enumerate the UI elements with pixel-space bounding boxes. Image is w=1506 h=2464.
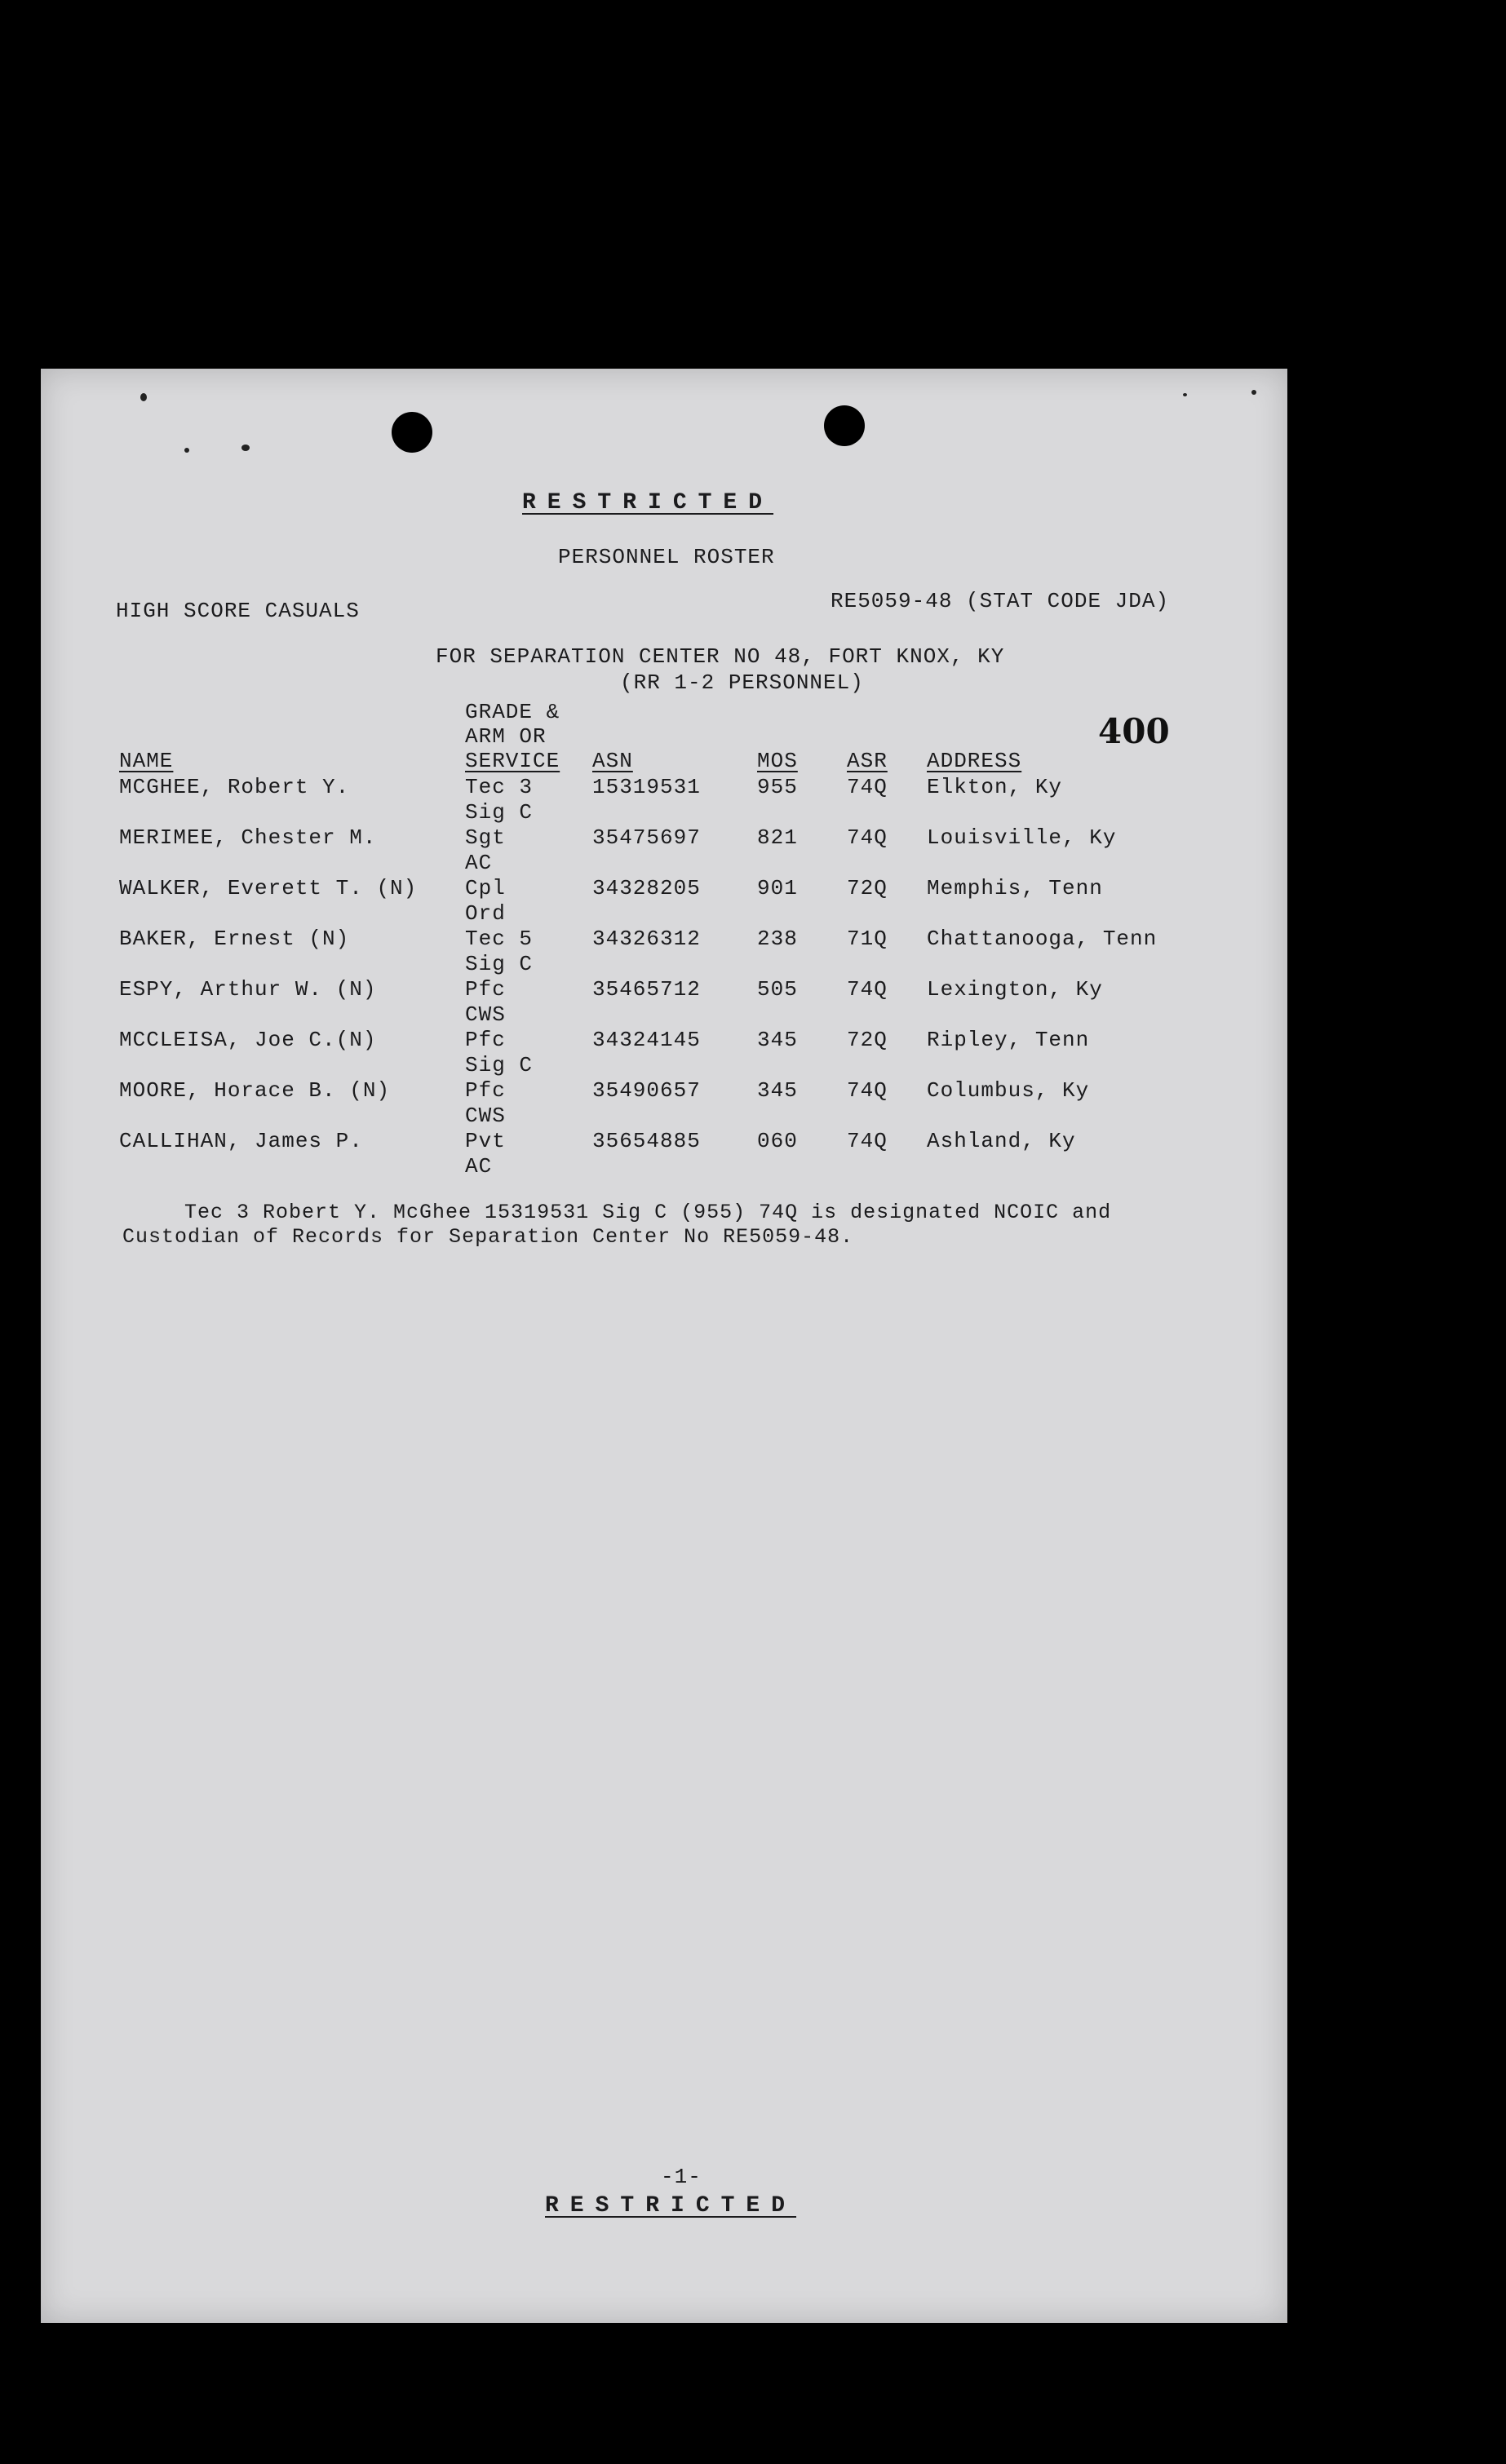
subtitle-line-1: FOR SEPARATION CENTER NO 48, FORT KNOX, KY: [436, 644, 1005, 669]
row-address: Ashland, Ky: [927, 1129, 1076, 1153]
row-name: MERIMEE, Chester M.: [119, 825, 377, 850]
left-header: HIGH SCORE CASUALS: [116, 599, 360, 623]
row-service: Sig C: [465, 1053, 534, 1077]
row-name: ESPY, Arthur W. (N): [119, 977, 377, 1002]
stamp-number: 400: [1098, 711, 1170, 751]
row-address: Elkton, Ky: [927, 775, 1063, 799]
row-asr: 74Q: [847, 775, 888, 799]
row-address: Ripley, Tenn: [927, 1028, 1090, 1052]
right-header: RE5059-48 (STAT CODE JDA): [831, 589, 1170, 613]
roster-row: [41, 1129, 1287, 1179]
subtitle-line-2: (RR 1-2 PERSONNEL): [620, 670, 864, 695]
row-grade: Tec 3: [465, 775, 534, 799]
row-service: CWS: [465, 1002, 506, 1027]
row-grade: Cpl: [465, 876, 506, 900]
grade-header-line-2: ARM OR: [465, 724, 547, 749]
row-service: AC: [465, 1154, 493, 1179]
name-header: NAME: [119, 749, 174, 773]
scan-speck: [1183, 393, 1187, 396]
row-name: WALKER, Everett T. (N): [119, 876, 418, 900]
row-service: CWS: [465, 1104, 506, 1128]
roster-row: [41, 927, 1287, 977]
roster-row: [41, 876, 1287, 927]
scan-speck: [184, 448, 189, 453]
row-asr: 74Q: [847, 825, 888, 850]
row-address: Memphis, Tenn: [927, 876, 1103, 900]
row-name: MCGHEE, Robert Y.: [119, 775, 350, 799]
row-mos: 345: [757, 1078, 798, 1103]
classification-bottom: RESTRICTED: [545, 2193, 797, 2218]
row-grade: Tec 5: [465, 927, 534, 951]
row-service: AC: [465, 851, 493, 875]
row-asr: 72Q: [847, 876, 888, 900]
classification-top: RESTRICTED: [522, 490, 774, 515]
row-name: BAKER, Ernest (N): [119, 927, 350, 951]
row-asn: 35465712: [592, 977, 701, 1002]
roster-row: [41, 977, 1287, 1028]
row-asn: 34326312: [592, 927, 701, 951]
row-asn: 34328205: [592, 876, 701, 900]
row-address: Columbus, Ky: [927, 1078, 1090, 1103]
row-service: Sig C: [465, 952, 534, 976]
asr-header: ASR: [847, 749, 888, 773]
row-service: Sig C: [465, 800, 534, 825]
row-asn: 35490657: [592, 1078, 701, 1103]
row-grade: Pfc: [465, 1028, 506, 1052]
note-line-2: Custodian of Records for Separation Center No RE5059-48.: [122, 1225, 854, 1249]
row-asr: 74Q: [847, 977, 888, 1002]
row-mos: 238: [757, 927, 798, 951]
row-mos: 901: [757, 876, 798, 900]
row-mos: 060: [757, 1129, 798, 1153]
grade-header-line-1: GRADE &: [465, 700, 560, 724]
mos-header: MOS: [757, 749, 798, 773]
row-name: MCCLEISA, Joe C.(N): [119, 1028, 377, 1052]
row-name: CALLIHAN, James P.: [119, 1129, 363, 1153]
row-grade: Pfc: [465, 1078, 506, 1103]
scan-speck: [1251, 390, 1256, 395]
row-grade: Sgt: [465, 825, 506, 850]
roster-row: [41, 1078, 1287, 1129]
row-name: MOORE, Horace B. (N): [119, 1078, 391, 1103]
row-address: Chattanooga, Tenn: [927, 927, 1158, 951]
row-mos: 505: [757, 977, 798, 1002]
punch-hole-right: [824, 405, 865, 446]
row-asr: 74Q: [847, 1078, 888, 1103]
row-service: Ord: [465, 901, 506, 926]
row-mos: 821: [757, 825, 798, 850]
row-mos: 345: [757, 1028, 798, 1052]
scan-speck: [140, 393, 147, 401]
page-number: -1-: [661, 2165, 702, 2189]
row-address: Louisville, Ky: [927, 825, 1117, 850]
roster-row: [41, 825, 1287, 876]
row-asn: 35654885: [592, 1129, 701, 1153]
note-line-1: Tec 3 Robert Y. McGhee 15319531 Sig C (955) 74Q is designated NCOIC and: [184, 1201, 1112, 1224]
row-grade: Pvt: [465, 1129, 506, 1153]
roster-row: [41, 1028, 1287, 1078]
row-asn: 34324145: [592, 1028, 701, 1052]
row-asn: 15319531: [592, 775, 701, 799]
scan-speck: [241, 445, 250, 451]
grade-header-line-3: SERVICE: [465, 749, 560, 773]
row-asr: 72Q: [847, 1028, 888, 1052]
row-mos: 955: [757, 775, 798, 799]
document-title: PERSONNEL ROSTER: [558, 545, 775, 569]
roster-row: [41, 775, 1287, 825]
punch-hole-left: [392, 412, 432, 453]
asn-header: ASN: [592, 749, 633, 773]
address-header: ADDRESS: [927, 749, 1022, 773]
row-asr: 74Q: [847, 1129, 888, 1153]
document-page: [41, 369, 1287, 2323]
row-grade: Pfc: [465, 977, 506, 1002]
row-asn: 35475697: [592, 825, 701, 850]
row-address: Lexington, Ky: [927, 977, 1103, 1002]
row-asr: 71Q: [847, 927, 888, 951]
